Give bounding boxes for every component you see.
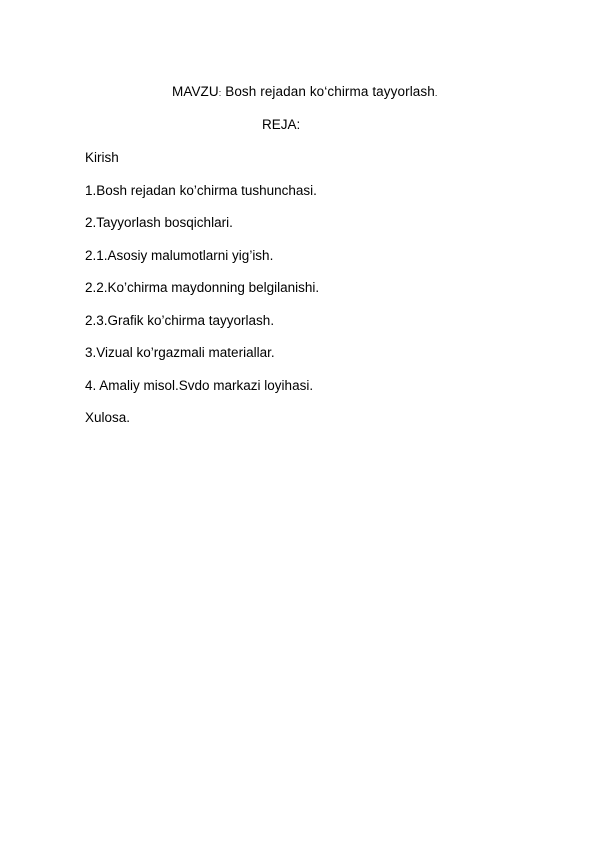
outline-item: 3.Vizual ko’rgazmali materiallar. — [85, 345, 275, 360]
topic-colon: : — [218, 88, 222, 98]
plan-heading: REJA: — [262, 117, 301, 132]
topic-label: MAVZU — [172, 84, 219, 99]
plan-outline — [85, 150, 319, 443]
outline-item: 1.Bosh rejadan ko’chirma tushunchasi. — [85, 182, 317, 198]
topic-period: . — [434, 88, 438, 98]
topic-title-line — [172, 84, 437, 99]
outline-item: 2.Tayyorlash bosqichlari. — [85, 215, 233, 230]
topic-title: Bosh rejadan ko‘chirma tayyorlash — [221, 84, 435, 99]
outline-item: 4. Amaliy misol.Svdo markazi loyihasi. — [85, 377, 314, 393]
outline-item: 2.2.Ko’chirma maydonning belgilanishi. — [85, 280, 320, 295]
outline-item: Kirish — [85, 150, 119, 165]
outline-item: 2.3.Grafik ko’chirma tayyorlash. — [85, 312, 275, 328]
outline-item: 2.1.Asosiy malumotlarni yig’ish. — [85, 247, 274, 263]
outline-item: Xulosa. — [85, 410, 131, 425]
